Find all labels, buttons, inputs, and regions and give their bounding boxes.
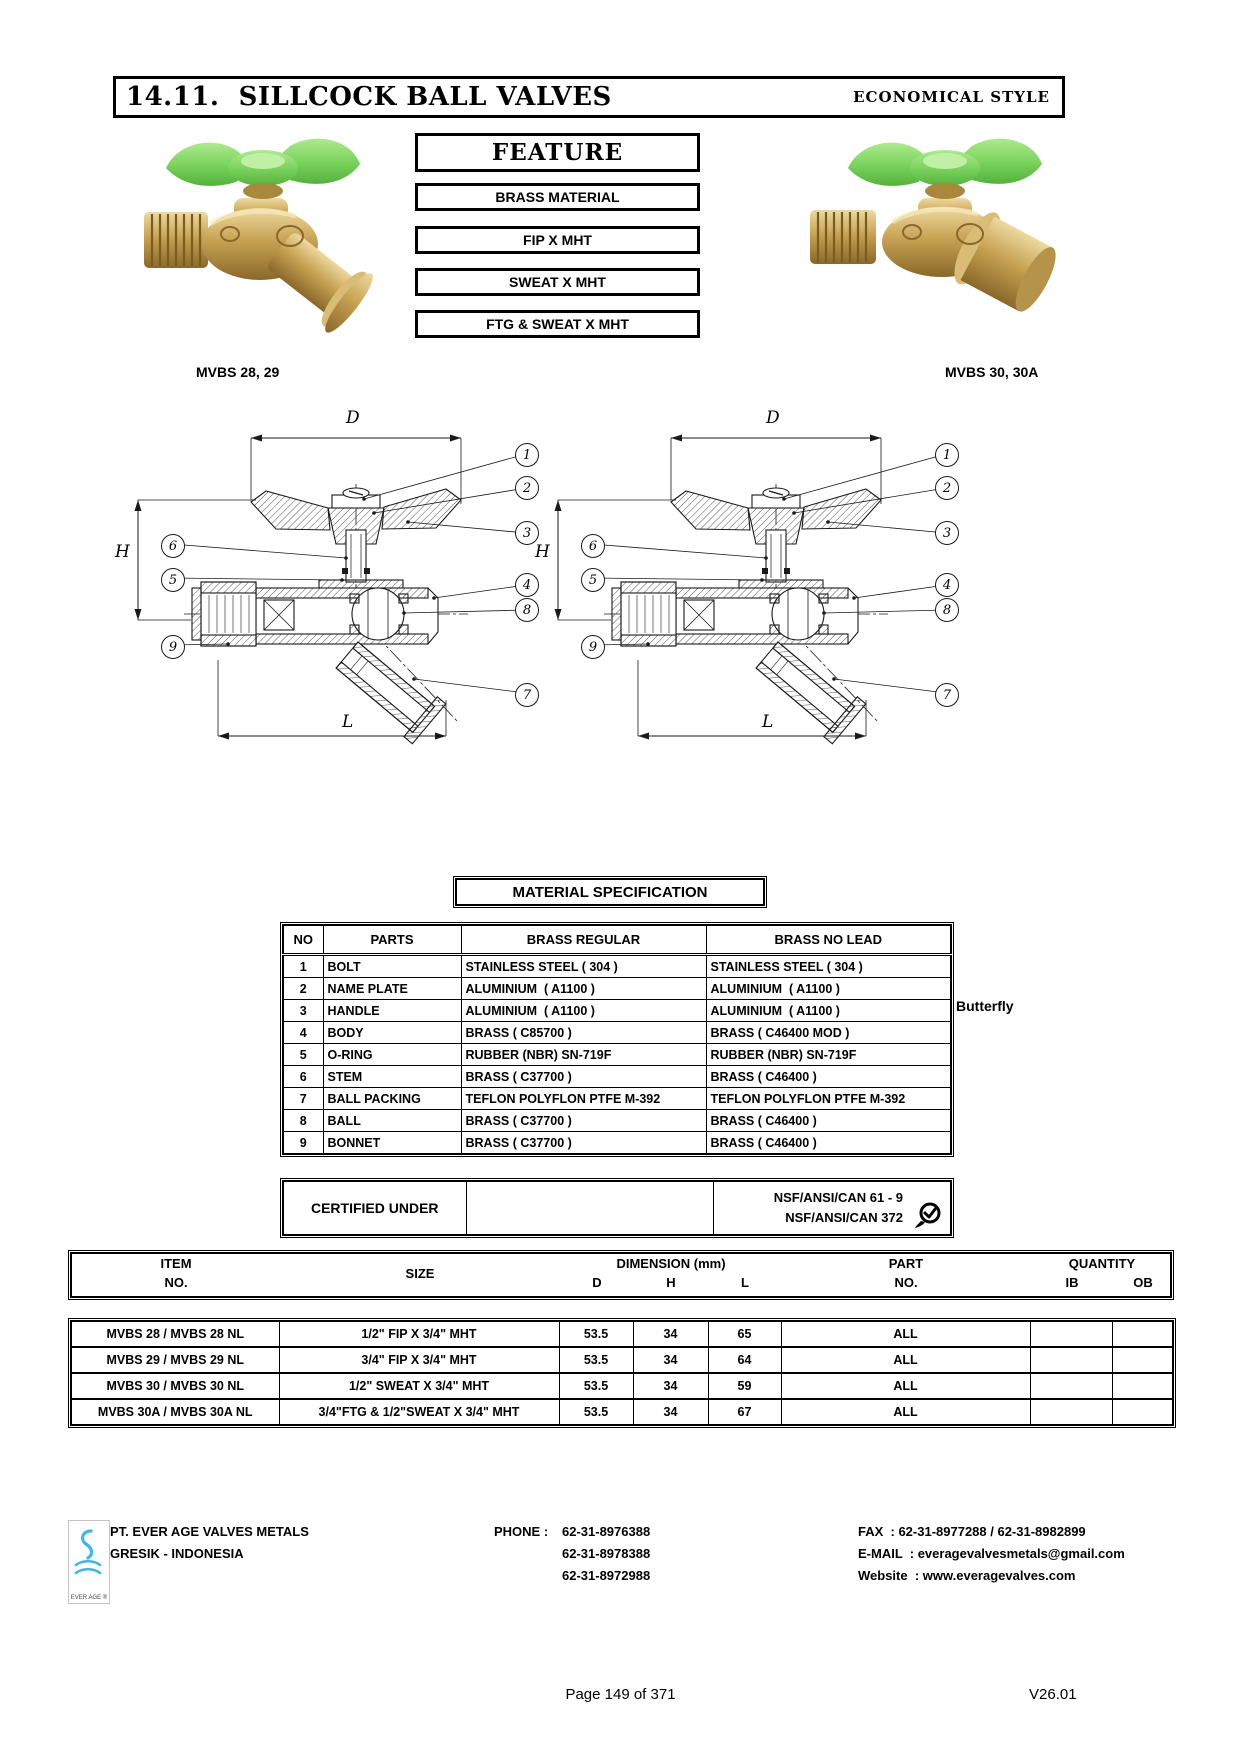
- swan-logo-icon: [71, 1523, 105, 1585]
- callout-o-ring: 5: [581, 568, 605, 592]
- table-row: 5 O-RING RUBBER (NBR) SN-719F RUBBER (NBR) SN-719F: [283, 1044, 951, 1066]
- dimension-label-l: L: [342, 712, 354, 732]
- dimension-label-h: H: [115, 542, 130, 562]
- phone-label: PHONE :: [494, 1524, 549, 1539]
- table-row: 7 BALL PACKING TEFLON POLYFLON PTFE M-392 TEFLON POLYFLON PTFE M-392: [283, 1088, 951, 1110]
- valve-photo-drawing: [138, 116, 390, 342]
- feature-title: FEATURE: [491, 139, 624, 166]
- col-brass-regular: BRASS REGULAR: [461, 925, 706, 955]
- product-photo-mvbs-30-30a: [800, 118, 1092, 342]
- callout-ball: 8: [515, 598, 539, 622]
- callout-ball-packing: 7: [515, 683, 539, 707]
- material-spec-title: MATERIAL SPECIFICATION: [455, 878, 765, 906]
- dimension-label-h: H: [535, 542, 550, 562]
- product-caption-right: MVBS 30, 30A: [945, 364, 1039, 380]
- table-row: 6 STEM BRASS ( C37700 ) BRASS ( C46400 ): [283, 1066, 951, 1088]
- col-part: PART: [888, 1256, 924, 1271]
- col-item: ITEM: [160, 1256, 192, 1271]
- product-photo-mvbs-28-29: [138, 116, 390, 342]
- table-row: 2 NAME PLATE ALUMINIUM ( A1100 ) ALUMINIUM ( A1100 ): [283, 978, 951, 1000]
- material-spec-header-row: [283, 925, 951, 955]
- col-ob: OB: [1133, 1275, 1153, 1290]
- table-row: MVBS 30A / MVBS 30A NL 3/4"FTG & 1/2"SWEAT X 3/4" MHT 53.5 34 67 ALL: [71, 1399, 1173, 1425]
- col-d: D: [592, 1275, 602, 1290]
- technical-drawing-mvbs-30-30a: [526, 392, 974, 764]
- callout-body: 4: [515, 573, 539, 597]
- table-row: MVBS 29 / MVBS 29 NL 3/4" FIP X 3/4" MHT 53.5 34 64 ALL: [71, 1347, 1173, 1373]
- style-label: ECONOMICAL STYLE: [853, 88, 1050, 106]
- col-size: SIZE: [405, 1266, 435, 1281]
- col-part-no: NO.: [894, 1275, 918, 1290]
- callout-o-ring: 5: [161, 568, 185, 592]
- table-row: 4 BODY BRASS ( C85700 ) BRASS ( C46400 MOD ): [283, 1022, 951, 1044]
- table-row: MVBS 30 / MVBS 30 NL 1/2" SWEAT X 3/4" MHT 53.5 34 59 ALL: [71, 1373, 1173, 1399]
- col-ib: IB: [1065, 1275, 1079, 1290]
- page-number: Page 149 of 371: [565, 1686, 676, 1703]
- certification-standards: [713, 1181, 951, 1235]
- page-header: [113, 76, 1065, 118]
- callout-bolt: 1: [935, 443, 959, 467]
- callout-name-plate: 2: [935, 476, 959, 500]
- callout-bonnet: 9: [161, 635, 185, 659]
- fax-line: FAX : 62-31-8977288 / 62-31-8982899: [858, 1524, 1086, 1539]
- standard-line: NSF/ANSI/CAN 372: [785, 1210, 903, 1225]
- col-dimension: DIMENSION (mm): [616, 1256, 726, 1271]
- valve-photo-drawing: [800, 118, 1092, 342]
- catalog-version: V26.01: [1029, 1686, 1077, 1703]
- company-name: PT. EVER AGE VALVES METALS: [110, 1524, 309, 1539]
- company-logo: [68, 1520, 110, 1604]
- dimension-label-l: L: [762, 712, 774, 732]
- phone-number-2: 62-31-8978388: [562, 1546, 651, 1561]
- item-table-header: [70, 1252, 1172, 1298]
- callout-name-plate: 2: [515, 476, 539, 500]
- company-location: GRESIK - INDONESIA: [110, 1546, 244, 1561]
- dimension-label-d: D: [766, 408, 780, 428]
- callout-handle: 3: [515, 521, 539, 545]
- feature-item-fip-x-mht: FIP X MHT: [415, 226, 700, 254]
- handle-type-note: Butterfly: [956, 998, 1014, 1014]
- phone-number-3: 62-31-8972988: [562, 1568, 651, 1583]
- table-row: 9 BONNET BRASS ( C37700 ) BRASS ( C46400 ): [283, 1132, 951, 1155]
- callout-ball: 8: [935, 598, 959, 622]
- col-brass-no-lead: BRASS NO LEAD: [706, 925, 951, 955]
- feature-item-ftg-sweat-x-mht: FTG & SWEAT X MHT: [415, 310, 700, 338]
- callout-bonnet: 9: [581, 635, 605, 659]
- callout-stem: 6: [161, 534, 185, 558]
- certified-under-label: CERTIFIED UNDER: [283, 1181, 466, 1235]
- col-item-no: NO.: [164, 1275, 188, 1290]
- col-h: H: [666, 1275, 676, 1290]
- email-line: E-MAIL : everagevalvesmetals@gmail.com: [858, 1546, 1125, 1561]
- table-row: 1 BOLT STAINLESS STEEL ( 304 ) STAINLESS STEEL ( 304 ): [283, 955, 951, 978]
- feature-title-box: [415, 133, 700, 172]
- callout-ball-packing: 7: [935, 683, 959, 707]
- callout-bolt: 1: [515, 443, 539, 467]
- website-line: Website : www.everagevalves.com: [858, 1568, 1076, 1583]
- phone-number-1: 62-31-8976388: [562, 1524, 651, 1539]
- col-parts: PARTS: [323, 925, 461, 955]
- callout-body: 4: [935, 573, 959, 597]
- certification-check-icon: [914, 1201, 944, 1229]
- col-quantity: QUANTITY: [1068, 1256, 1136, 1271]
- technical-drawing-mvbs-28-29: [106, 392, 554, 764]
- col-l: L: [741, 1275, 749, 1290]
- callout-handle: 3: [935, 521, 959, 545]
- feature-item-brass-material: BRASS MATERIAL: [415, 183, 700, 211]
- material-spec-table: [282, 924, 952, 1155]
- callout-stem: 6: [581, 534, 605, 558]
- dimension-label-d: D: [346, 408, 360, 428]
- col-no: NO: [283, 925, 323, 955]
- table-row: 8 BALL BRASS ( C37700 ) BRASS ( C46400 ): [283, 1110, 951, 1132]
- certification-table: [282, 1180, 952, 1236]
- product-caption-left: MVBS 28, 29: [196, 364, 280, 380]
- table-row: MVBS 28 / MVBS 28 NL 1/2" FIP X 3/4" MHT 53.5 34 65 ALL: [71, 1321, 1173, 1347]
- feature-item-sweat-x-mht: SWEAT X MHT: [415, 268, 700, 296]
- table-row: 3 HANDLE ALUMINIUM ( A1100 ) ALUMINIUM ( A1100 ): [283, 1000, 951, 1022]
- standard-line: NSF/ANSI/CAN 61 - 9: [773, 1189, 903, 1205]
- page-title: 14.11. SILLCOCK BALL VALVES: [126, 82, 612, 112]
- certification-empty-cell: [466, 1181, 713, 1235]
- item-table: [70, 1320, 1174, 1426]
- logo-caption: EVER AGE ®: [70, 1595, 108, 1601]
